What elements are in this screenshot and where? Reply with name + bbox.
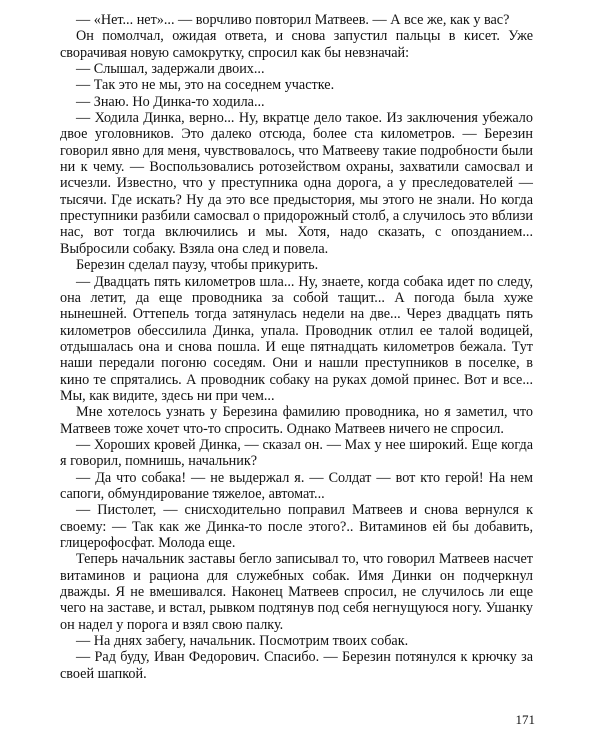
paragraph: — Слышал, задержали двоих... bbox=[76, 61, 265, 78]
paragraph: — «Нет... нет»... — ворчливо повторил Матвеев. — А все же, как у вас? bbox=[76, 12, 510, 28]
paragraph: — Рад буду, Иван Федорович. Спасибо. — Березин потянулся к крючку за своей шапкой. bbox=[60, 649, 533, 682]
paragraph: — Хороших кровей Динка, — сказал он. — Мах у нее широкий. Еще когда я говорил, помнишь, начальник? bbox=[60, 436, 533, 470]
paragraph: — На днях забегу, начальник. Посмотрим твоих собак. bbox=[76, 633, 409, 650]
book-page bbox=[60, 12, 533, 682]
paragraph: Мне хотелось узнать у Березина фамилию проводника, но я заметил, что Матвеев тоже хочет что-то спросить. Однако Матвеев ничего не спросил. bbox=[60, 404, 533, 437]
paragraph: — Пистолет, — снисходительно поправил Матвеев и снова вернулся к своему: — Так как же Динка-то после этого?.. Витаминов ей бы добавить, глицерофосфат. Молода еще. bbox=[60, 502, 533, 551]
paragraph: — Двадцать пять километров шла... Ну, знаете, когда собака идет по следу, она летит, да еще проводника за собой тащит... А погода была хуже нынешней. Оттепель тогда затянулась недели на две... Через двадцать пять километров обессилила Динка, упала. Проводник отлил ее талой водицей, отдышалась она и снова пошла. И еще пятнадцать километров бежала. Тут наши передали погоню соседям. Они и нашли преступников в поселке, в кино те спрятались. А проводник собаку на руках домой принес. Вот и все... Мы, как видите, здесь ни при чем... bbox=[60, 273, 533, 404]
paragraph: — Так это не мы, это на соседнем участке. bbox=[76, 77, 335, 94]
paragraph: — Ходила Динка, верно... Ну, вкратце дело такое. Из заключения убежало двое уголовников. Это далеко отсюда, более ста километров. — Березин говорил явно для меня, чувствовалось, что Матвееву такие подробности были ни к чему. — Воспользовались ротозейством охраны, захватили самосвал и исчезли. Известно, что у преступника одна дорога, а у преследователей — тысячи. Где искать? Ну да это все предыстория, мы этого не знали. Но когда преступники разбили самосвал о придорожный столб, а случилось это вблизи нас, вот тогда включились и мы. Хотя, надо сказать, с опозданием... Выбросили собаку. Взяла она след и повела. bbox=[60, 110, 533, 257]
paragraph: Березин сделал паузу, чтобы прикурить. bbox=[76, 257, 319, 274]
paragraph: — Да что собака! — не выдержал я. — Солдат — вот кто герой! На нем сапоги, обмундирование тяжелое, автомат... bbox=[60, 469, 533, 502]
paragraph: — Знаю. Но Динка-то ходила... bbox=[76, 93, 265, 110]
paragraph: Он помолчал, ожидая ответа, и снова запустил пальцы в кисет. Уже сворачивая новую самокрутку, спросил как бы невзначай: bbox=[60, 28, 533, 61]
page-number: 171 bbox=[515, 712, 535, 727]
paragraph: Теперь начальник заставы бегло записывал то, что говорил Матвеев насчет витаминов и рациона для служебных собак. Имя Динки он подчеркнул дважды. Я не вмешивался. Наконец Матвеев спросил, не случилось ли еще чего на заставе, и встал, рывком подтянув под себя негнущуюся ногу. Ушанку он надел у порога и взял свою палку. bbox=[60, 551, 533, 633]
